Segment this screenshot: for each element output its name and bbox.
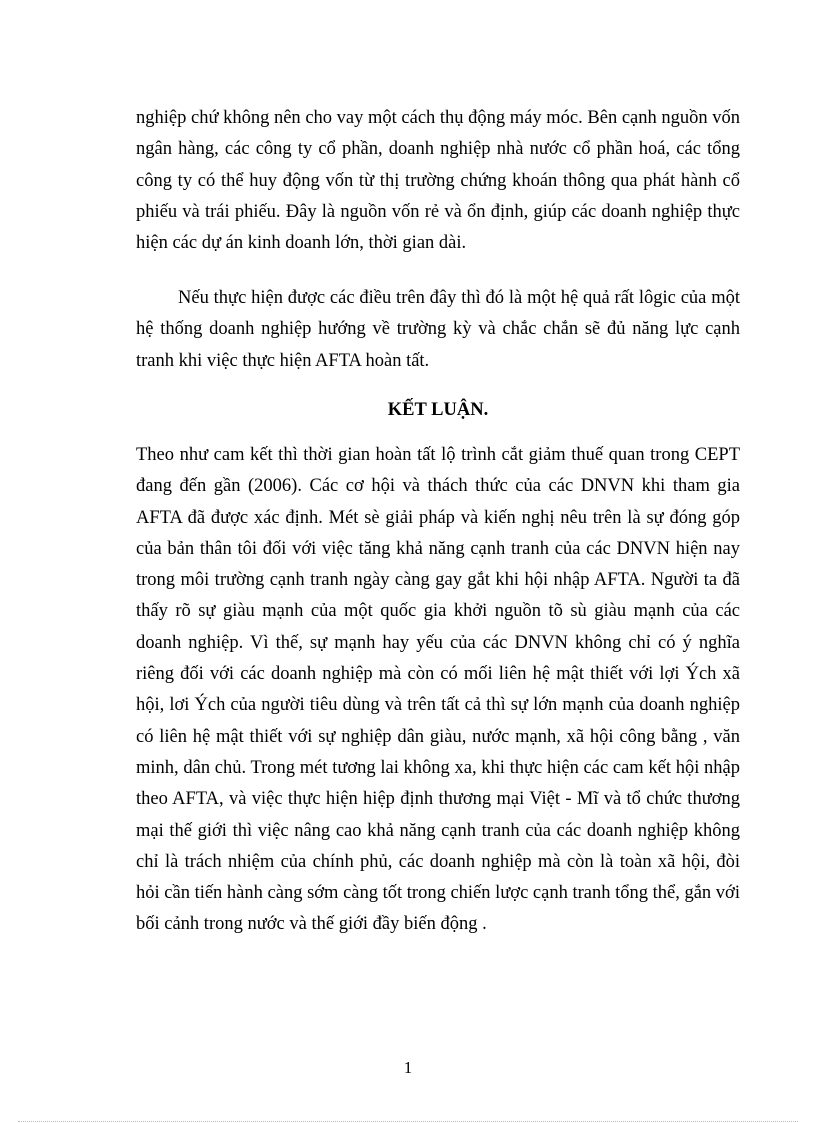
page-number: 1 [403,1058,413,1077]
body-paragraph-1: nghiệp chứ không nên cho vay một cách thụ động máy móc. Bên cạnh nguồn vốn ngân hàng, các công ty cổ phần, doanh nghiệp nhà nước cổ phần hoá, các tổng công ty có thể huy động vốn từ thị trường chứng khoán thông qua phát hành cổ phiếu và trái phiếu. Đây là nguồn vốn rẻ và ổn định, giúp các doanh nghiệp thực hiện các dự án kinh doanh lớn, thời gian dài. [136,108,740,254]
page-bottom-divider [18,1121,798,1122]
body-paragraph-2: Nếu thực hiện được các điều trên đây thì đó là một hệ quả rất lôgic của một hệ thống doanh nghiệp hướng về trường kỳ và chắc chắn sẽ đủ năng lực cạnh tranh khi việc thực hiện AFTA hoàn tất. [136,288,740,371]
conclusion-paragraph: Theo như cam kết thì thời gian hoàn tất lộ trình cắt giảm thuế quan trong CEPT đang đến gần (2006). Các cơ hội và thách thức của các DNVN khi tham gia AFTA đã được xác định. Mét sè giải pháp và kiến nghị nêu trên là sự đóng góp của bản thân tôi đối với việc tăng khả năng cạnh tranh của các DNVN hiện nay trong môi trường cạnh tranh ngày càng gay gắt khi hội nhập AFTA. Người ta đã thấy rõ sự giàu mạnh của một quốc gia khởi nguồn tõ sù giàu mạnh của các doanh nghiệp. Vì thế, sự mạnh hay yếu của các DNVN không chỉ có ý nghĩa riêng đối với các doanh nghiệp mà còn có mối liên hệ mật thiết với lợi Ých xã hội, lơi Ých của người tiêu dùng và trên tất cả thì sự lớn mạnh của doanh nghiệp có liên hệ mật thiết với sự nghiệp dân giàu, nước mạnh, xã hội công bằng , văn minh, dân chủ. Trong mét tương lai không xa, khi thực hiện các cam kết hội nhập theo AFTA, và việc thực hiện hiệp định thương mại Việt - Mĩ và tổ chức thương mại thế giới thì việc nâng cao khả năng cạnh tranh của các doanh nghiệp không chỉ là trách nhiệm của chính phủ, các doanh nghiệp mà còn là toàn xã hội, đòi hỏi cần tiến hành càng sớm càng tốt trong chiến lược cạnh tranh tổng thể, gắn với bối cảnh trong nước và thế giới đầy biến động . [136,445,740,935]
section-heading: KẾT LUẬN. [387,400,489,420]
